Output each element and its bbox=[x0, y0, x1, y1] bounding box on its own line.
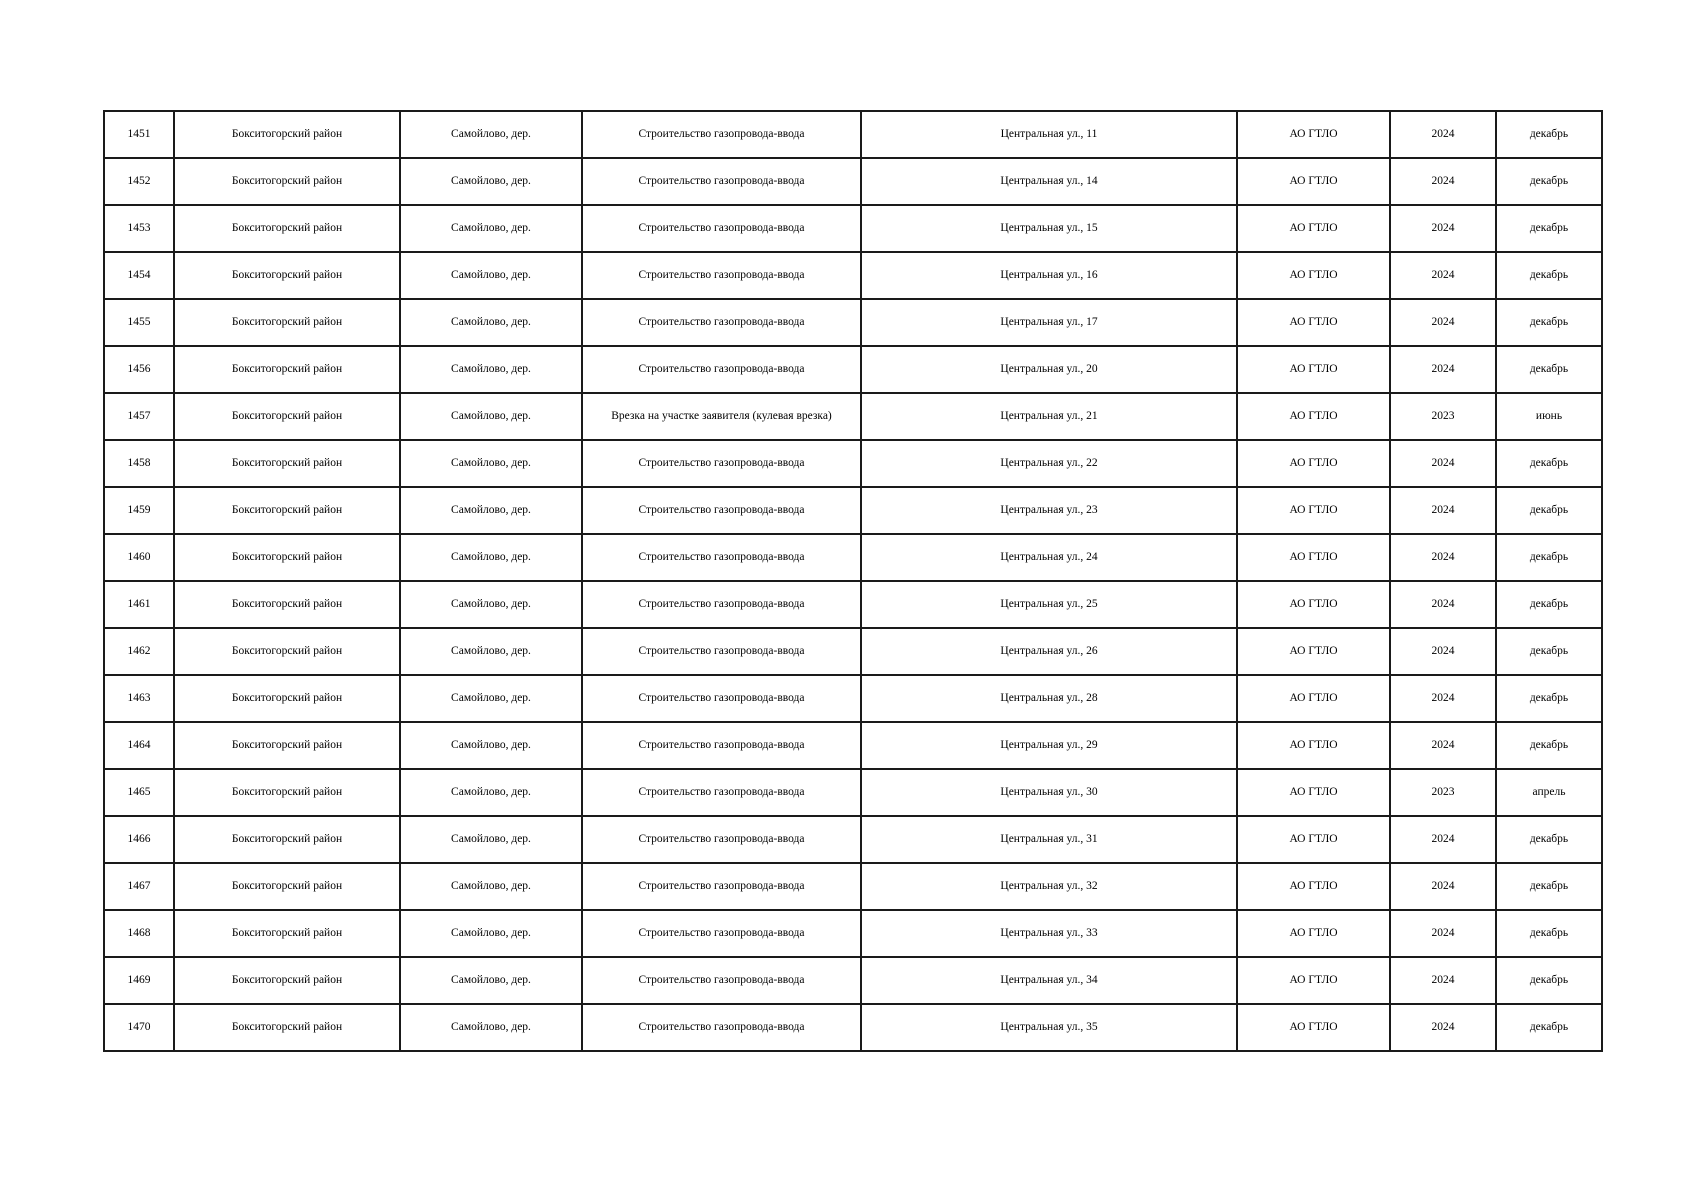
row-number-cell: 1456 bbox=[104, 346, 174, 393]
table-row bbox=[104, 487, 1602, 534]
work-type-cell: Строительство газопровода-ввода bbox=[582, 205, 861, 252]
organization-cell: АО ГТЛО bbox=[1237, 487, 1390, 534]
work-type-cell: Строительство газопровода-ввода bbox=[582, 957, 861, 1004]
address-cell: Центральная ул., 26 bbox=[861, 628, 1237, 675]
year-cell: 2024 bbox=[1390, 440, 1496, 487]
work-type-cell: Строительство газопровода-ввода bbox=[582, 722, 861, 769]
work-type-cell: Строительство газопровода-ввода bbox=[582, 299, 861, 346]
month-cell: декабрь bbox=[1496, 299, 1602, 346]
year-cell: 2024 bbox=[1390, 346, 1496, 393]
address-cell: Центральная ул., 21 bbox=[861, 393, 1237, 440]
row-number-cell: 1452 bbox=[104, 158, 174, 205]
work-type-cell: Строительство газопровода-ввода bbox=[582, 675, 861, 722]
year-cell: 2024 bbox=[1390, 252, 1496, 299]
month-cell: декабрь bbox=[1496, 816, 1602, 863]
row-number-cell: 1461 bbox=[104, 581, 174, 628]
address-cell: Центральная ул., 11 bbox=[861, 111, 1237, 158]
address-cell: Центральная ул., 20 bbox=[861, 346, 1237, 393]
locality-cell: Самойлово, дер. bbox=[400, 252, 582, 299]
month-cell: июнь bbox=[1496, 393, 1602, 440]
work-type-cell: Строительство газопровода-ввода bbox=[582, 628, 861, 675]
row-number-cell: 1455 bbox=[104, 299, 174, 346]
locality-cell: Самойлово, дер. bbox=[400, 111, 582, 158]
month-cell: декабрь bbox=[1496, 440, 1602, 487]
organization-cell: АО ГТЛО bbox=[1237, 299, 1390, 346]
row-number-cell: 1457 bbox=[104, 393, 174, 440]
locality-cell: Самойлово, дер. bbox=[400, 769, 582, 816]
district-cell: Бокситогорский район bbox=[174, 534, 400, 581]
work-type-cell: Строительство газопровода-ввода bbox=[582, 440, 861, 487]
address-cell: Центральная ул., 14 bbox=[861, 158, 1237, 205]
district-cell: Бокситогорский район bbox=[174, 393, 400, 440]
year-cell: 2024 bbox=[1390, 158, 1496, 205]
month-cell: декабрь bbox=[1496, 957, 1602, 1004]
year-cell: 2024 bbox=[1390, 581, 1496, 628]
address-cell: Центральная ул., 17 bbox=[861, 299, 1237, 346]
table-row bbox=[104, 440, 1602, 487]
month-cell: декабрь bbox=[1496, 158, 1602, 205]
organization-cell: АО ГТЛО bbox=[1237, 205, 1390, 252]
row-number-cell: 1467 bbox=[104, 863, 174, 910]
table-row bbox=[104, 910, 1602, 957]
year-cell: 2024 bbox=[1390, 1004, 1496, 1051]
district-cell: Бокситогорский район bbox=[174, 252, 400, 299]
work-type-cell: Врезка на участке заявителя (кулевая врезка) bbox=[582, 393, 861, 440]
locality-cell: Самойлово, дер. bbox=[400, 816, 582, 863]
address-cell: Центральная ул., 24 bbox=[861, 534, 1237, 581]
month-cell: декабрь bbox=[1496, 111, 1602, 158]
district-cell: Бокситогорский район bbox=[174, 440, 400, 487]
gasification-schedule-table bbox=[103, 110, 1603, 1052]
row-number-cell: 1451 bbox=[104, 111, 174, 158]
row-number-cell: 1462 bbox=[104, 628, 174, 675]
organization-cell: АО ГТЛО bbox=[1237, 111, 1390, 158]
table-row bbox=[104, 346, 1602, 393]
district-cell: Бокситогорский район bbox=[174, 581, 400, 628]
month-cell: декабрь bbox=[1496, 628, 1602, 675]
organization-cell: АО ГТЛО bbox=[1237, 722, 1390, 769]
table-row bbox=[104, 675, 1602, 722]
address-cell: Центральная ул., 30 bbox=[861, 769, 1237, 816]
work-type-cell: Строительство газопровода-ввода bbox=[582, 769, 861, 816]
organization-cell: АО ГТЛО bbox=[1237, 158, 1390, 205]
address-cell: Центральная ул., 31 bbox=[861, 816, 1237, 863]
district-cell: Бокситогорский район bbox=[174, 111, 400, 158]
organization-cell: АО ГТЛО bbox=[1237, 534, 1390, 581]
work-type-cell: Строительство газопровода-ввода bbox=[582, 1004, 861, 1051]
month-cell: декабрь bbox=[1496, 534, 1602, 581]
organization-cell: АО ГТЛО bbox=[1237, 675, 1390, 722]
organization-cell: АО ГТЛО bbox=[1237, 816, 1390, 863]
locality-cell: Самойлово, дер. bbox=[400, 487, 582, 534]
work-type-cell: Строительство газопровода-ввода bbox=[582, 252, 861, 299]
year-cell: 2023 bbox=[1390, 393, 1496, 440]
month-cell: апрель bbox=[1496, 769, 1602, 816]
row-number-cell: 1464 bbox=[104, 722, 174, 769]
locality-cell: Самойлово, дер. bbox=[400, 534, 582, 581]
table-row bbox=[104, 722, 1602, 769]
year-cell: 2024 bbox=[1390, 957, 1496, 1004]
locality-cell: Самойлово, дер. bbox=[400, 722, 582, 769]
address-cell: Центральная ул., 23 bbox=[861, 487, 1237, 534]
work-type-cell: Строительство газопровода-ввода bbox=[582, 863, 861, 910]
row-number-cell: 1468 bbox=[104, 910, 174, 957]
row-number-cell: 1463 bbox=[104, 675, 174, 722]
district-cell: Бокситогорский район bbox=[174, 722, 400, 769]
row-number-cell: 1458 bbox=[104, 440, 174, 487]
row-number-cell: 1465 bbox=[104, 769, 174, 816]
row-number-cell: 1459 bbox=[104, 487, 174, 534]
row-number-cell: 1460 bbox=[104, 534, 174, 581]
address-cell: Центральная ул., 25 bbox=[861, 581, 1237, 628]
year-cell: 2024 bbox=[1390, 628, 1496, 675]
table-row bbox=[104, 1004, 1602, 1051]
address-cell: Центральная ул., 34 bbox=[861, 957, 1237, 1004]
month-cell: декабрь bbox=[1496, 581, 1602, 628]
work-type-cell: Строительство газопровода-ввода bbox=[582, 158, 861, 205]
year-cell: 2024 bbox=[1390, 111, 1496, 158]
year-cell: 2024 bbox=[1390, 299, 1496, 346]
year-cell: 2024 bbox=[1390, 205, 1496, 252]
month-cell: декабрь bbox=[1496, 910, 1602, 957]
organization-cell: АО ГТЛО bbox=[1237, 346, 1390, 393]
address-cell: Центральная ул., 16 bbox=[861, 252, 1237, 299]
table-row bbox=[104, 158, 1602, 205]
table-row bbox=[104, 628, 1602, 675]
table-row bbox=[104, 534, 1602, 581]
month-cell: декабрь bbox=[1496, 1004, 1602, 1051]
address-cell: Центральная ул., 28 bbox=[861, 675, 1237, 722]
year-cell: 2024 bbox=[1390, 487, 1496, 534]
locality-cell: Самойлово, дер. bbox=[400, 1004, 582, 1051]
district-cell: Бокситогорский район bbox=[174, 910, 400, 957]
locality-cell: Самойлово, дер. bbox=[400, 863, 582, 910]
locality-cell: Самойлово, дер. bbox=[400, 393, 582, 440]
year-cell: 2023 bbox=[1390, 769, 1496, 816]
row-number-cell: 1454 bbox=[104, 252, 174, 299]
organization-cell: АО ГТЛО bbox=[1237, 581, 1390, 628]
district-cell: Бокситогорский район bbox=[174, 158, 400, 205]
table-row bbox=[104, 393, 1602, 440]
work-type-cell: Строительство газопровода-ввода bbox=[582, 910, 861, 957]
district-cell: Бокситогорский район bbox=[174, 205, 400, 252]
month-cell: декабрь bbox=[1496, 722, 1602, 769]
district-cell: Бокситогорский район bbox=[174, 346, 400, 393]
organization-cell: АО ГТЛО bbox=[1237, 863, 1390, 910]
locality-cell: Самойлово, дер. bbox=[400, 675, 582, 722]
district-cell: Бокситогорский район bbox=[174, 675, 400, 722]
address-cell: Центральная ул., 22 bbox=[861, 440, 1237, 487]
address-cell: Центральная ул., 15 bbox=[861, 205, 1237, 252]
table-body bbox=[104, 111, 1602, 1051]
row-number-cell: 1469 bbox=[104, 957, 174, 1004]
address-cell: Центральная ул., 29 bbox=[861, 722, 1237, 769]
work-type-cell: Строительство газопровода-ввода bbox=[582, 534, 861, 581]
district-cell: Бокситогорский район bbox=[174, 863, 400, 910]
work-type-cell: Строительство газопровода-ввода bbox=[582, 346, 861, 393]
district-cell: Бокситогорский район bbox=[174, 628, 400, 675]
district-cell: Бокситогорский район bbox=[174, 487, 400, 534]
locality-cell: Самойлово, дер. bbox=[400, 205, 582, 252]
organization-cell: АО ГТЛО bbox=[1237, 910, 1390, 957]
locality-cell: Самойлово, дер. bbox=[400, 581, 582, 628]
row-number-cell: 1466 bbox=[104, 816, 174, 863]
month-cell: декабрь bbox=[1496, 675, 1602, 722]
organization-cell: АО ГТЛО bbox=[1237, 628, 1390, 675]
table-row bbox=[104, 205, 1602, 252]
year-cell: 2024 bbox=[1390, 910, 1496, 957]
year-cell: 2024 bbox=[1390, 534, 1496, 581]
organization-cell: АО ГТЛО bbox=[1237, 393, 1390, 440]
year-cell: 2024 bbox=[1390, 863, 1496, 910]
month-cell: декабрь bbox=[1496, 205, 1602, 252]
address-cell: Центральная ул., 33 bbox=[861, 910, 1237, 957]
locality-cell: Самойлово, дер. bbox=[400, 299, 582, 346]
organization-cell: АО ГТЛО bbox=[1237, 957, 1390, 1004]
organization-cell: АО ГТЛО bbox=[1237, 440, 1390, 487]
organization-cell: АО ГТЛО bbox=[1237, 252, 1390, 299]
table-row bbox=[104, 252, 1602, 299]
locality-cell: Самойлово, дер. bbox=[400, 440, 582, 487]
address-cell: Центральная ул., 35 bbox=[861, 1004, 1237, 1051]
row-number-cell: 1453 bbox=[104, 205, 174, 252]
month-cell: декабрь bbox=[1496, 863, 1602, 910]
work-type-cell: Строительство газопровода-ввода bbox=[582, 816, 861, 863]
organization-cell: АО ГТЛО bbox=[1237, 1004, 1390, 1051]
month-cell: декабрь bbox=[1496, 487, 1602, 534]
locality-cell: Самойлово, дер. bbox=[400, 910, 582, 957]
year-cell: 2024 bbox=[1390, 816, 1496, 863]
month-cell: декабрь bbox=[1496, 346, 1602, 393]
table-row bbox=[104, 299, 1602, 346]
locality-cell: Самойлово, дер. bbox=[400, 628, 582, 675]
district-cell: Бокситогорский район bbox=[174, 957, 400, 1004]
row-number-cell: 1470 bbox=[104, 1004, 174, 1051]
address-cell: Центральная ул., 32 bbox=[861, 863, 1237, 910]
locality-cell: Самойлово, дер. bbox=[400, 158, 582, 205]
table-row bbox=[104, 863, 1602, 910]
year-cell: 2024 bbox=[1390, 675, 1496, 722]
locality-cell: Самойлово, дер. bbox=[400, 346, 582, 393]
table-row bbox=[104, 111, 1602, 158]
table-row bbox=[104, 816, 1602, 863]
locality-cell: Самойлово, дер. bbox=[400, 957, 582, 1004]
district-cell: Бокситогорский район bbox=[174, 816, 400, 863]
district-cell: Бокситогорский район bbox=[174, 299, 400, 346]
table-row bbox=[104, 957, 1602, 1004]
table-row bbox=[104, 769, 1602, 816]
work-type-cell: Строительство газопровода-ввода bbox=[582, 581, 861, 628]
district-cell: Бокситогорский район bbox=[174, 769, 400, 816]
district-cell: Бокситогорский район bbox=[174, 1004, 400, 1051]
month-cell: декабрь bbox=[1496, 252, 1602, 299]
organization-cell: АО ГТЛО bbox=[1237, 769, 1390, 816]
table-row bbox=[104, 581, 1602, 628]
work-type-cell: Строительство газопровода-ввода bbox=[582, 487, 861, 534]
year-cell: 2024 bbox=[1390, 722, 1496, 769]
work-type-cell: Строительство газопровода-ввода bbox=[582, 111, 861, 158]
